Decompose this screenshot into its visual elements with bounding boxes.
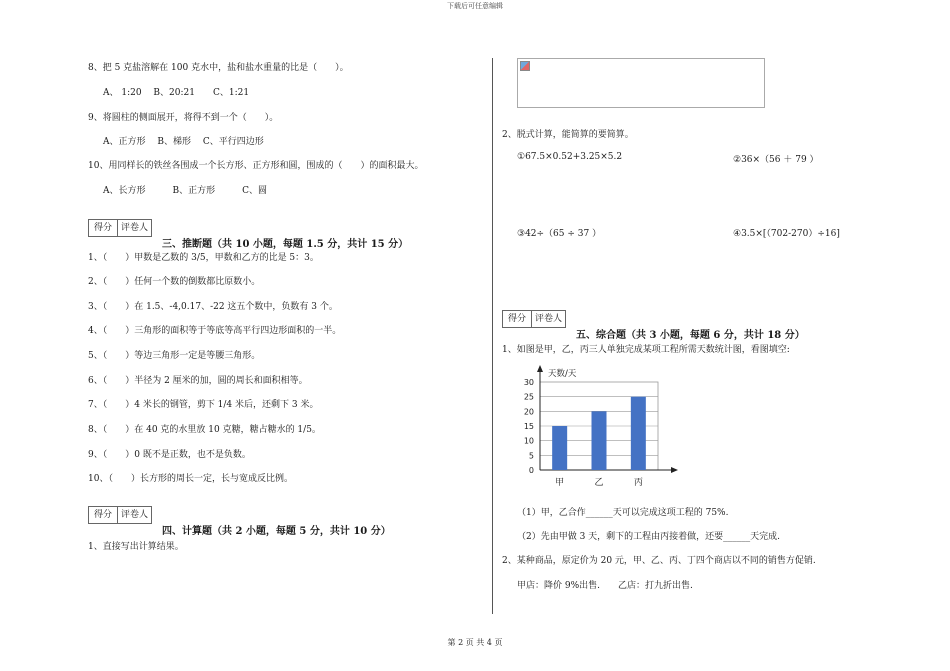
judge-item: 9、（ ）0 既不是正数，也不是负数。	[88, 450, 251, 460]
y-tick-label: 25	[523, 392, 534, 402]
question-8: 8、把 5 克盐溶解在 100 克水中，盐和盐水重量的比是（ ）。	[88, 63, 349, 73]
judge-item: 6、（ ）半径为 2 厘米的加，圆的周长和面积相等。	[88, 376, 308, 386]
score-label: 得分	[503, 311, 532, 327]
score-label: 得分	[89, 507, 118, 523]
section4-title: 四、计算题（共 2 小题，每题 5 分，共计 10 分）	[162, 526, 391, 537]
y-tick-label: 5	[528, 451, 534, 461]
section4-item-1: 1、直接写出计算结果。	[88, 542, 184, 552]
y-axis-label: 天数/天	[548, 369, 577, 379]
section5-title: 五、综合题（共 3 小题，每题 6 分，共计 18 分）	[576, 330, 805, 341]
judge-item: 3、（ ）在 1.5、-4,0.17、-22 这五个数中，负数有 3 个。	[88, 302, 338, 312]
question-2-shops: 甲店：降价 9%出售. 乙店：打九折出售.	[517, 581, 693, 591]
comprehensive-question-1: 1、如图是甲，乙，丙三人单独完成某项工程所需天数统计图，看图填空:	[502, 345, 790, 355]
comprehensive-question-2: 2、某种商品，原定价为 20 元，甲、乙、丙、丁四个商店以不同的销售方促销.	[502, 556, 816, 566]
y-axis-arrow	[537, 365, 543, 372]
section3-title: 三、推断题（共 10 小题，每题 1.5 分，共计 15 分）	[162, 239, 409, 250]
bar-chart	[505, 360, 690, 495]
question-9-options: A、正方形 B、梯形 C、平行四边形	[103, 137, 264, 147]
score-label: 得分	[89, 220, 118, 236]
judge-item: 5、（ ）等边三角形一定是等腰三角形。	[88, 351, 261, 361]
grader-label: 评卷人	[120, 223, 148, 233]
y-tick-label: 10	[523, 436, 534, 446]
score-box-section5	[502, 310, 566, 328]
grader-label: 评卷人	[120, 510, 148, 520]
judge-item: 1、（ ）甲数是乙数的 3/5，甲数和乙方的比是 5：3。	[88, 253, 319, 263]
y-tick-label: 30	[523, 378, 534, 387]
page-footer: 第 2 页 共 4 页	[447, 638, 503, 647]
judge-item: 7、（ ）4 米长的钢管，剪下 1/4 米后，还剩下 3 米。	[88, 400, 319, 410]
grader-label: 评卷人	[534, 314, 562, 324]
x-category-label: 甲	[555, 478, 565, 488]
calc-item-4: ④3.5×[（702-270）÷16]	[733, 229, 840, 239]
broken-image-icon	[520, 61, 530, 71]
column-divider	[492, 58, 493, 614]
header-note: 下载后可任意编辑	[447, 2, 503, 10]
x-category-label: 乙	[594, 478, 604, 488]
calc-item-3: ③42÷（65 ÷ 37 ）	[517, 229, 602, 239]
calc-question-2: 2、脱式计算，能简算的要简算。	[502, 130, 634, 140]
calc-item-1: ①67.5×0.52+3.25×5.2	[517, 152, 623, 162]
bar	[552, 426, 567, 470]
calc-item-2: ②36×（56 ＋ 79 ）	[733, 155, 819, 165]
judge-item: 10、（ ）长方形的周长一定，长与宽成反比例。	[88, 474, 293, 484]
score-box-section3	[88, 219, 152, 237]
question-1-part-1: （1）甲，乙合作______天可以完成这项工程的 75%.	[517, 508, 729, 518]
y-tick-label: 0	[528, 466, 534, 475]
bar	[631, 397, 646, 470]
judge-item: 4、（ ）三角形的面积等于等底等高平行四边形面积的一半。	[88, 326, 342, 336]
bar	[592, 411, 607, 470]
question-10: 10、用同样长的铁丝各围成一个长方形、正方形和圆，围成的（ ）的面积最大。	[88, 161, 424, 171]
judge-item: 8、（ ）在 40 克的水里放 10 克糖，糖占糖水的 1/5。	[88, 425, 321, 435]
question-9: 9、将圆柱的侧面展开，将得不到一个（ ）。	[88, 113, 279, 123]
question-1-part-2: （2）先由甲做 3 天，剩下的工程由丙接着做，还要______天完成.	[517, 532, 781, 542]
judge-item: 2、（ ）任何一个数的倒数都比原数小。	[88, 277, 261, 287]
x-category-label: 丙	[633, 478, 643, 488]
y-tick-label: 15	[523, 422, 534, 431]
question-10-options: A、长方形 B、正方形 C、圆	[103, 186, 268, 196]
image-placeholder	[517, 58, 765, 108]
score-box-section4	[88, 506, 152, 524]
x-axis-arrow	[671, 467, 678, 473]
y-tick-label: 20	[523, 407, 534, 417]
question-8-options: A、 1:20 B、20:21 C、1:21	[103, 88, 250, 98]
